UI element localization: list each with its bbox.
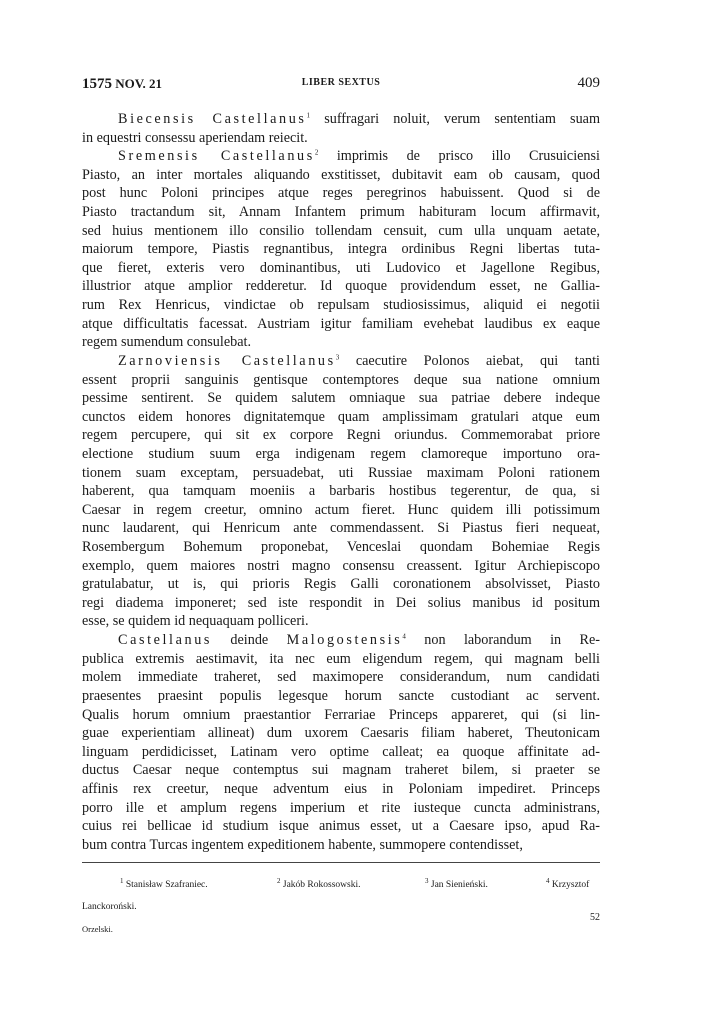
text-line (82, 110, 600, 129)
text-run: regem sumendum consulebat. (82, 334, 252, 351)
text-run: nunc laudarent, qui Henricum ante commendassent. Si Piastus fieri nequeat, (82, 520, 600, 537)
text-line (82, 333, 600, 352)
text-line (82, 259, 600, 278)
footnote-4-marker: 4 (546, 876, 550, 885)
text-run: guae experientiam allineat) dum uxorem Caesaris filiam haberet, Theutonicam (82, 725, 600, 742)
text-line (82, 445, 600, 464)
footnote-4 (546, 876, 590, 890)
footnote-2 (277, 876, 361, 890)
text-line (82, 631, 600, 650)
footnote-1 (120, 876, 208, 890)
text-run: post hunc Poloni principes atque reges peregrinos habuissent. Quod si de (82, 185, 600, 202)
footnote-3 (425, 876, 488, 890)
text-line (82, 594, 600, 613)
body-text (82, 110, 600, 854)
text-line (82, 184, 600, 203)
text-line (82, 482, 600, 501)
spaced-name: Sremensis Castellanus (118, 148, 315, 165)
text-run: regem percupere, qui sit ex corpore Regni oriundus. Commemorabat priore (82, 427, 600, 444)
text-run: publica extremis aestimavit, ita nec eum eligendum regem, qui magnam belli (82, 650, 600, 667)
text-line (82, 519, 600, 538)
footnote-1-marker: 1 (120, 876, 124, 885)
text-run: tionem suam exceptam, persuadebat, uti Russiae maximam Poloni rationem (82, 464, 600, 481)
text-line (82, 650, 600, 669)
footnotes-row (82, 876, 600, 894)
text-run: Piasto tractandum sit, Annam Infantem primum habituram locum affirmavit, (82, 204, 600, 221)
text-line (82, 408, 600, 427)
footnote-4-continuation: Lanckoroński. (82, 902, 137, 912)
text-line (82, 557, 600, 576)
text-run: illustrior atque amplior redderetur. Id quoque providendum esset, ne Gallia- (82, 278, 600, 295)
text-run: electione studium suum erga indigenam regem clamoreque importuno ora- (82, 445, 600, 462)
text-line (82, 780, 600, 799)
footnote-3-marker: 3 (425, 876, 429, 885)
spaced-name: Zarnoviensis Castellanus (118, 352, 336, 369)
text-run: sed huius mentionem illo consilio tollendam censuit, cum ulla unquam aetate, (82, 222, 600, 239)
text-run: linguam perdidicisset, Latinam vero optime calleat; ea quoque affinitate ad- (82, 743, 600, 760)
text-run: atque difficultatis facessat. Austriam igitur familiam evehebat laudibus ex eaque (82, 315, 600, 332)
text-run: gratulabatur, ut is, qui prioris Regis Galli coronationem absolvisset, Piasto (82, 576, 600, 593)
footnote-4-text: Krzysztof (551, 880, 590, 890)
text-line (82, 166, 600, 185)
header-title: LIBER SEXTUS (301, 77, 381, 88)
spaced-name: Malogostensis (286, 632, 403, 649)
paragraph (82, 110, 600, 147)
text-line (82, 817, 600, 836)
text-run: regi diadema imponeret; sed iste respondit in Dei solius manibus id positum (82, 594, 600, 611)
text-line (82, 668, 600, 687)
source-author: Orzelski. (82, 924, 113, 934)
footnote-1-text: Stanisław Szafraniec. (125, 880, 208, 890)
text-line (82, 240, 600, 259)
text-line (82, 743, 600, 762)
text-line (82, 464, 600, 483)
text-run: cunctos eidem honores dignitatemque quam amplissimam gratulari atque eum (82, 408, 600, 425)
paragraph (82, 147, 600, 352)
text-line (82, 389, 600, 408)
footnote-ref: 4 (402, 632, 406, 641)
text-line (82, 612, 600, 631)
page-number: 409 (577, 75, 600, 91)
text-line (82, 296, 600, 315)
text-line (82, 147, 600, 166)
text-run: exemplo, quem maiores nostri magno consensu creassent. Igitur Archiepiscopo (82, 557, 600, 574)
text-line (82, 352, 600, 371)
text-line (82, 426, 600, 445)
text-line (82, 371, 600, 390)
text-line (82, 575, 600, 594)
footnote-2-text: Jakób Rokossowski. (282, 880, 361, 890)
footnote-ref: 1 (306, 111, 311, 120)
paragraph (82, 631, 600, 854)
text-run: molem immediate traheret, sed maximopere considerandum, num candidati (82, 669, 600, 686)
text-line (82, 501, 600, 520)
text-line (82, 761, 600, 780)
text-line (82, 222, 600, 241)
text-line (82, 538, 600, 557)
text-run: caecutire Polonos aiebat, qui tanti (339, 352, 600, 369)
text-run: essent proprii sanguinis gentisque contemptores deque sua natione omnium (82, 371, 600, 388)
text-run: Piasto, an inter mortales aliquando exstitisset, dubitavit eam ob causam, quod (82, 166, 600, 183)
text-run: ductus Caesar neque contemptus sui magnam traheret bilem, si praeter se (82, 762, 600, 779)
text-line (82, 836, 600, 855)
text-run: praesentes praesint populis legesque horum sancte custodiant ac servent. (82, 687, 600, 704)
paragraph (82, 352, 600, 631)
text-line (82, 724, 600, 743)
text-run: rum Rex Henricus, vindictae ob repulsam studiosissimus, aliquid ei negotii (82, 297, 600, 314)
text-run: suffragari noluit, verum sententiam suam (310, 111, 600, 127)
text-line (82, 799, 600, 818)
text-run: Qualis horum omnium praestantior Ferrariae Princeps appareret, qui (si lin- (82, 706, 600, 723)
footnote-3-text: Jan Sienieński. (430, 880, 488, 890)
spaced-name: Biecensis Castellanus (118, 111, 307, 127)
text-run: non laborandum in Re- (405, 632, 600, 649)
text-run: affinis rex creetur, neque adventum eius in Poloniam impediret. Princeps (82, 780, 600, 797)
text-line (82, 706, 600, 725)
text-run: maiorum tempore, Piastis regnantibus, integra ordinibus Regni libertas tuta- (82, 241, 600, 258)
text-run: haberent, qua tamquam moeniis a barbaris hostibus tegerentur, de qua, si (82, 483, 600, 500)
text-run: porro ille et amplum regens imperium et rite iusteque cuncta administrans, (82, 799, 600, 816)
text-run: cuius rei bellicae id studium isque animus esset, ut a Caesare ipso, apud Ra- (82, 818, 600, 835)
text-run: esse, se quidem id nequaquam polliceri. (82, 613, 309, 630)
text-line (82, 277, 600, 296)
text-run: deinde (212, 632, 287, 649)
text-line (82, 687, 600, 706)
footnote-rule (82, 862, 600, 863)
spaced-name: Castellanus (118, 632, 213, 649)
signature-mark: 52 (590, 912, 600, 923)
footnote-ref: 3 (335, 353, 340, 362)
header-day: NOV. 21 (115, 76, 162, 91)
text-run: bum contra Turcas ingentem expeditionem habente, summopere contendisset, (82, 836, 523, 853)
text-run: Caesar in regem creetur, omnino actum fieret. Hunc quidem illi potissimum (82, 501, 600, 518)
header-year: 1575 (82, 76, 112, 92)
text-run: que fieret, exteris vero dominantibus, uti Ludovico et Jagellone Regibus, (82, 259, 600, 276)
footnote-ref: 2 (314, 148, 319, 157)
text-run: Rosembergum Bohemum proponebat, Venceslai quondam Bohemiae Regis (82, 539, 600, 556)
text-run: pessime sentirent. Se quidem salutem omniaque sua patriae debere indeque (82, 390, 600, 407)
text-line (82, 315, 600, 334)
text-run: imprimis de prisco illo Crusuiciensi (318, 148, 600, 165)
text-line (82, 129, 600, 148)
footnote-2-marker: 2 (277, 876, 281, 885)
text-line (82, 203, 600, 222)
text-run: in equestri consessu aperiendam reiecit. (82, 129, 308, 146)
running-header (82, 76, 600, 94)
